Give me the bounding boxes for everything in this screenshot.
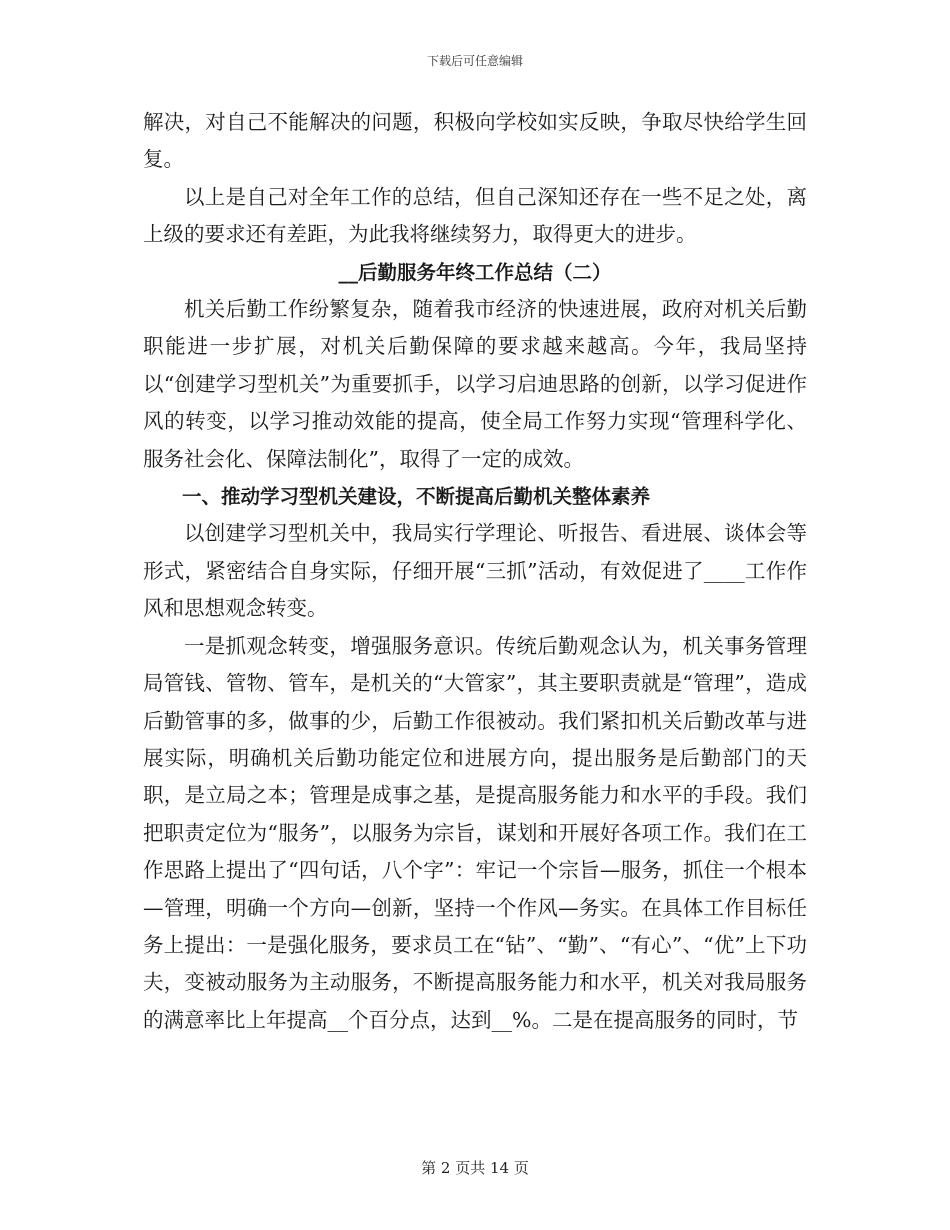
paragraph-concept: 一是抓观念转变，增强服务意识。传统后勤观念认为，机关事务管理局管钱、管物、管车，是机关的“大管家”，其主要职责就是“管理”，造成后勤管事的多，做事的少，后勤工作很被动。我们紧扣机关后勤改革与进展实际，明确机关后勤功能定位和进展方向，提出服务是后勤部门的天职，是立局之本；管理是成事之基，是提高服务能力和水平的手段。我们把职责定位为“服务”，以服务为宗旨，谋划和开展好各项工作。我们在工作思路上提出了“四句话，八个字”：牢记一个宗旨—服务，抓住一个根本—管理，明确一个方向—创新，坚持一个作风—务实。在具体工作目标任务上提出：一是强化服务，要求员工在“钻”、“勤”、“有心”、“优”上下功夫，变被动服务为主动服务，不断提高服务能力和水平，机关对我局服务的满意率比上年提高__个百分点，达到__%。二是在提高服务的同时，节 [143, 633, 807, 1032]
paragraph-continuation: 解决，对自己不能解决的问题，积极向学校如实反映，争取尽快给学生回复。 [143, 110, 807, 172]
document-body [143, 104, 807, 1039]
page-header: 下载后可任意编辑 [426, 54, 523, 68]
paragraph-intro: 机关后勤工作纷繁复杂，随着我市经济的快速进展，政府对机关后勤职能进一步扩展，对机关后勤保障的要求越来越高。今年，我局坚持以“创建学习型机关”为重要抓手，以学习启迪思路的创新，以学习促进作风的转变，以学习推动效能的提高，使全局工作努力实现“管理科学化、服务社会化、保障法制化”，取得了一定的成效。 [143, 297, 807, 471]
section-heading-1: 一、推动学习型机关建设，不断提高后勤机关整体素养 [182, 485, 651, 509]
section-title: __后勤服务年终工作总结（二） [338, 260, 612, 284]
paragraph-summary: 以上是自己对全年工作的总结，但自己深知还存在一些不足之处，离上级的要求还有差距，为此我将继续努力，取得更大的进步。 [143, 184, 807, 247]
paragraph-learning: 以创建学习型机关中，我局实行学理论、听报告、看进展、谈体会等形式，紧密结合自身实际，仔细开展“三抓”活动，有效促进了____工作作风和思想观念转变。 [143, 521, 807, 621]
page-footer: 第 2 页共 14 页 [421, 1159, 529, 1177]
